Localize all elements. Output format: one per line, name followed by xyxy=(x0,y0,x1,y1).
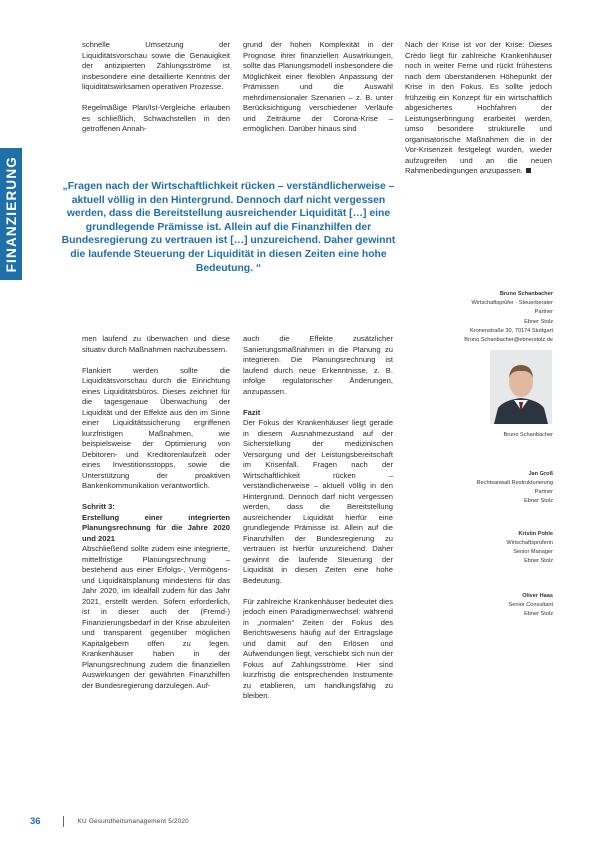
author-portrait xyxy=(490,350,552,424)
section-tab-label: FINANZIERUNG xyxy=(3,155,19,273)
person-name: Oliver Haas xyxy=(522,593,553,599)
paragraph: schnelle Umsetzung der Liquiditätsvorschau sowie die Genauigkeit der antizipierten Zahlungsströme ist insbesondere eine detaillierte Kenntnis der liquiditätswirksamen operativen Prozesse. xyxy=(82,40,230,91)
footer-divider xyxy=(63,816,64,827)
paragraph: Für zahlreiche Krankenhäuser bedeutet dies jedoch einen Paradigmenwechsel: während in „normalen“ Zeiten der Fokus des Berichtswesens häufig auf der Ertragslage und damit auf den Erlösen und Aufwendungen liegt, verschiebt sich nun der Fokus auf Zahlungsströme. Hier sind kurzfristig die entsprechenden Instrumente zu etablieren, um handlungsfähig zu bleiben. xyxy=(243,596,393,700)
paragraph: auch die Effekte zusätzlicher Sanierungsmaßnahmen in die Planung zu integrieren. Die Planungsrechnung ist laufend durch neue Erkenntnisse, z. B. infolge regulatorischer Änderungen, anzupassen. xyxy=(243,334,393,396)
contact-email: Bruno.Schanbacher@ebnerstolz.de xyxy=(464,337,553,344)
paragraph: men laufend zu überwachen und diese situativ durch Maßnahmen nachzubessern. xyxy=(82,334,230,354)
person-block xyxy=(423,470,553,506)
person-firm: Ebner Stolz xyxy=(524,611,553,617)
pull-quote: „Fragen nach der Wirtschaftlichkeit rücken – verständlicherweise – aktuell völlig in den Hintergrund. Dennoch darf nicht vergessen werden, dass die Bereitstellung ausreichender Liquidität […] eine grundlegende Prämisse ist. Allein auf die Finanzhilfen der Bundesregierung zu vertrauen ist […] unzureichend. Daher gewinnt die laufende Steuerung der Liquidität in diesen Zeiten eine hohe Bedeutung. “ xyxy=(61,181,396,274)
fazit-heading: Fazit xyxy=(243,407,261,417)
end-of-article-mark xyxy=(526,168,531,173)
paragraph: Flankiert werden sollte die Liquiditätsvorschau durch die Einrichtung eines Liquiditätsbüros. Dieses zeichnet für die tagesgenaue Überwachung der Liquidität und der Effekte aus den im Sinne einer Liquiditätssicherung ergriffenen kurzfristigen Maßnahmen, wie beispielsweise der Optimierung von Debitoren- und Kreditorenlaufzeit oder eines Investitionsstopps, sowie die Unterstützung der proaktiven Bankenkommunikation verantwortlich. xyxy=(82,365,230,490)
person-position: Partner xyxy=(534,489,553,495)
column-1-bottom xyxy=(82,334,230,691)
person-name: Kristin Pohle xyxy=(518,531,553,537)
person-name: Jan Groß xyxy=(528,471,553,477)
contact-address: Kronenstraße 30, 70174 Stuttgart xyxy=(469,327,553,334)
page-number: 36 xyxy=(30,816,41,827)
contact-role: Wirtschaftsprüfer · Steuerberater xyxy=(471,300,553,307)
paragraph: Der Fokus der Krankenhäuser liegt gerade in diesem Ausnahmezustand auf der Sicherstellung der medizinischen Versorgung und der Leistungsbereitschaft im Krisenfall. Fragen nach der Wirtschaftlichkeit rücken – verständlicherweise – aktuell völlig in den Hintergrund. Dennoch darf nicht vergessen werden, dass die Bereitstellung ausreichender Liquidität hierfür eine grundlegende Prämisse ist. Allein auf die Finanzhilfen der Bundesregierung zu vertrauen ist hierfür unzureichend. Daher gewinnt die laufende Steuerung der Liquidität in diesen Zeiten eine hohe Bedeutung. xyxy=(243,418,393,585)
contact-position: Partner xyxy=(534,309,553,316)
contact-firm: Ebner Stolz xyxy=(524,318,553,325)
paragraph: grund der hohen Komplexität in der Prognose ihrer finanziellen Auswirkungen, sollte das Planungsmodell insbesondere die Möglichkeit einer flexiblen Anpassung der Prämissen und die Auswahl mehrdimensionaler Szenarien – z. B. unter Berücksichtigung verschiedener Verläufe und Zeiträume der Corona-Krise – ermöglichen. Darüber hinaus sind xyxy=(243,40,393,133)
person-role: Rechtsanwalt Restrukturierung xyxy=(476,480,553,486)
page-footer xyxy=(30,816,189,827)
column-2-top xyxy=(243,40,393,135)
column-1-top xyxy=(82,40,230,135)
paragraph: Regelmäßige Plan/Ist-Vergleiche erlauben es schließlich, Schwachstellen in den getroffenen Annah- xyxy=(82,103,230,133)
publication-name: KU Gesundheitsmanagement 5/2020 xyxy=(77,818,189,825)
person-role: Wirtschaftsprüferin xyxy=(506,540,553,546)
person-block xyxy=(423,530,553,566)
person-firm: Ebner Stolz xyxy=(524,498,553,504)
person-block xyxy=(423,592,553,619)
portrait-image xyxy=(490,350,552,424)
step-heading: Schritt 3: xyxy=(82,502,115,511)
contact-name: Bruno Schanbacher xyxy=(499,291,553,297)
column-2-bottom xyxy=(243,334,393,702)
paragraph: Abschließend sollte zudem eine integrierte, mittelfristige Planungsrechnung – bestehend aus einer Erfolgs-, Vermögens- und Liquiditätsplanung mindestens für das Jahr 2020, im Idealfall zudem für das Jahr 2021, erstellt werden. Sofern erforderlich, ist in dieser auch der (Fremd-) Finanzierungsbedarf in der Krise abzuleiten und transparent gegenüber möglichen Kapitalgebern offen zu legen. Krankenhäuser haben in der Planungsrechnung zudem die finanziellen Auswirkungen der gewährten Finanzhilfen der Bundesregierung darzulegen. Auf- xyxy=(82,544,230,690)
paragraph: Nach der Krise ist vor der Krise: Dieses Credo liegt für zahlreiche Krankenhäuser noch in weiter Ferne und rückt frühestens nach dem überstandenen Höhepunkt der Krise in den Fokus. Es sollte jedoch frühzeitig ein Konzept für ein wirtschaftlich abgesichertes Hochfahren der Leistungserbringung erarbeitet werden, umso besondere strukturelle und organisatorische Maßnahmen die in der Vor-Krisenzeit festgelegt wurden, wieder aufzugreifen und an die neuen Rahmenbedingungen anzupassen. xyxy=(405,40,552,175)
portrait-caption: Bruno Schanbacher xyxy=(503,432,553,438)
person-firm: Ebner Stolz xyxy=(524,558,553,564)
person-role: Senior Consultant xyxy=(508,602,553,608)
contact-block xyxy=(393,290,553,345)
person-position: Senior Manager xyxy=(513,549,553,555)
column-3-top xyxy=(405,40,552,177)
section-tab xyxy=(0,148,22,280)
step-subheading: Erstellung einer integrierten Planungsrechnung für die Jahre 2020 und 2021 xyxy=(82,512,230,543)
